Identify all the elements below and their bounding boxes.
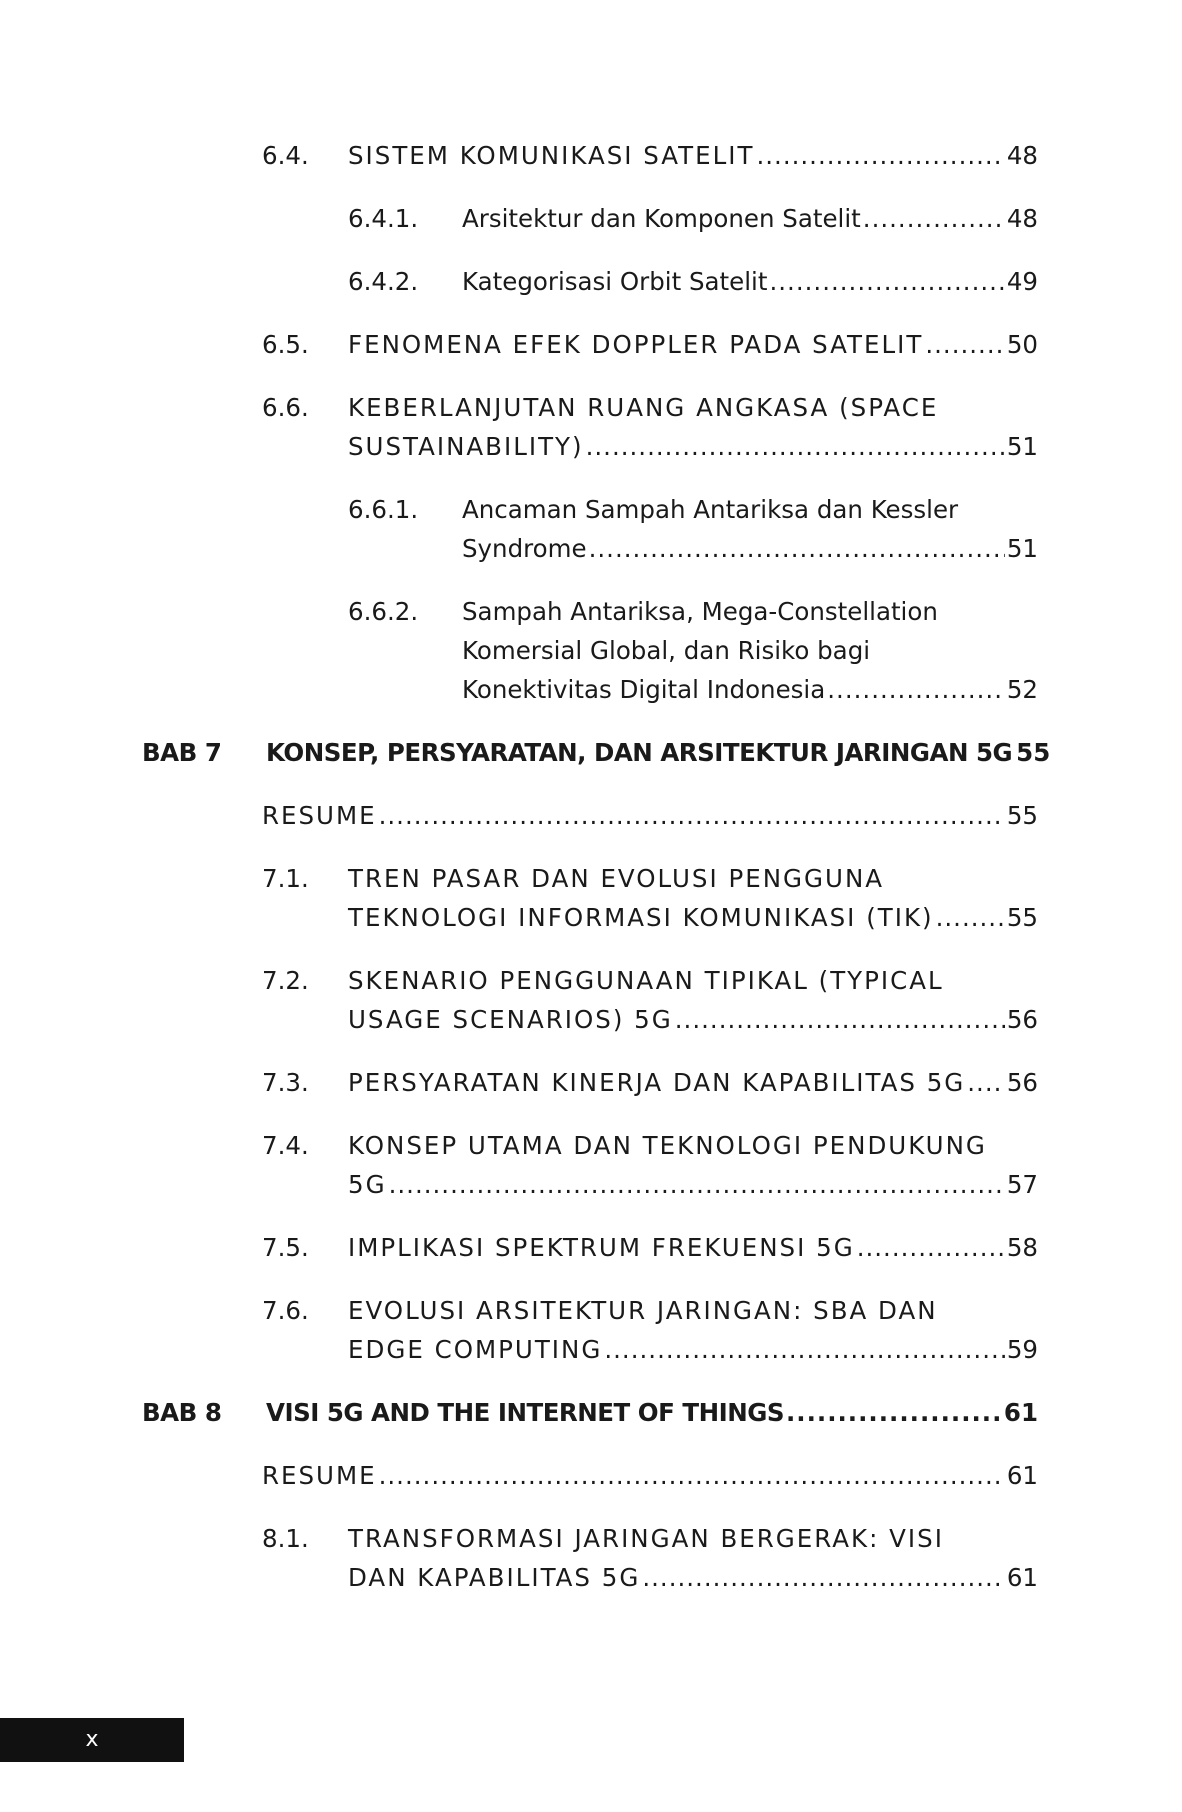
toc-entry[interactable] [0, 796, 1182, 835]
dot-leader [675, 1000, 1005, 1039]
toc-page-number: 52 [1006, 675, 1038, 704]
toc-entry-title-line: KONSEP, PERSYARATAN, DAN ARSITEKTUR JARINGAN 5G [266, 738, 1013, 767]
dot-leader [389, 1165, 1005, 1204]
toc-entry[interactable] [0, 961, 1182, 1039]
toc-entry-title-line: EVOLUSI ARSITEKTUR JARINGAN: SBA DAN [348, 1296, 938, 1325]
toc-entry-number: 7.1. [262, 864, 309, 893]
toc-page-number: 61 [1006, 1461, 1038, 1490]
toc-page-number: 56 [1006, 1068, 1038, 1097]
toc-entry-number: 6.6. [262, 393, 309, 422]
toc-entry-title-line: RESUME [262, 1461, 377, 1490]
toc-entry-number: 6.6.1. [348, 495, 419, 524]
toc-entry-title [266, 733, 1051, 772]
toc-entry[interactable] [0, 325, 1182, 364]
toc-chapter-entry[interactable] [0, 1393, 1182, 1432]
toc-entry-title-line: VISI 5G AND THE INTERNET OF THINGS [266, 1398, 784, 1427]
toc-entry-title-line: SKENARIO PENGGUNAAN TIPIKAL (TYPICAL [348, 966, 944, 995]
toc-page-number: 48 [1006, 141, 1038, 170]
dot-leader [379, 796, 1005, 835]
toc-entry-title-line: Ancaman Sampah Antariksa dan Kessler [462, 495, 959, 524]
toc-entry-title [266, 1393, 1038, 1432]
toc-entry-title [462, 199, 1038, 238]
toc-entry-title [348, 325, 1038, 364]
dot-leader [967, 1063, 1005, 1102]
toc-page-number: 57 [1006, 1170, 1038, 1199]
toc-entry-title-line: Arsitektur dan Komponen Satelit [462, 204, 861, 233]
toc-entry-title-line: USAGE SCENARIOS) 5G [348, 1005, 673, 1034]
toc-entry[interactable] [0, 1456, 1182, 1495]
toc-entry-title [462, 262, 1038, 301]
toc-entry-number: 6.4. [262, 141, 309, 170]
dot-leader [936, 898, 1005, 937]
dot-leader [786, 1393, 1002, 1432]
toc-entry-title-line: RESUME [262, 801, 377, 830]
dot-leader [925, 325, 1004, 364]
toc-entry[interactable] [0, 1519, 1182, 1597]
toc-entry[interactable] [0, 859, 1182, 937]
toc-entry-title-line: EDGE COMPUTING [348, 1335, 603, 1364]
dot-leader [756, 136, 1004, 175]
toc-entry-number: 8.1. [262, 1524, 309, 1553]
toc-entry-title-line: TEKNOLOGI INFORMASI KOMUNIKASI (TIK) [348, 903, 934, 932]
toc-page-number: 55 [1016, 738, 1051, 767]
toc-entry-number: BAB 7 [142, 738, 222, 767]
dot-leader [827, 670, 1005, 709]
toc-entry[interactable] [0, 199, 1182, 238]
dot-leader [857, 1228, 1005, 1267]
toc-entry-title-line: Kategorisasi Orbit Satelit [462, 267, 768, 296]
toc-entry-title [348, 859, 1038, 937]
toc-page-number: 55 [1006, 903, 1038, 932]
page-number: x [85, 1727, 99, 1752]
dot-leader [642, 1558, 1004, 1597]
toc-entry-number: 7.2. [262, 966, 309, 995]
toc-entry-title-line: KEBERLANJUTAN RUANG ANGKASA (SPACE [348, 393, 939, 422]
toc-page-number: 56 [1006, 1005, 1038, 1034]
toc-entry[interactable] [0, 388, 1182, 466]
toc-entry-title-line: Sampah Antariksa, Mega-Constellation [462, 597, 938, 626]
toc-entry-title-line: FENOMENA EFEK DOPPLER PADA SATELIT [348, 330, 924, 359]
toc-entry-title-line: TREN PASAR DAN EVOLUSI PENGGUNA [348, 864, 885, 893]
toc-entry-title [348, 1063, 1038, 1102]
toc-entry-title-line: IMPLIKASI SPEKTRUM FREKUENSI 5G [348, 1233, 855, 1262]
toc-entry-title-line: Syndrome [462, 534, 587, 563]
toc-entry-title [462, 490, 1038, 568]
toc-entry[interactable] [0, 1126, 1182, 1204]
page-number-footer [0, 1718, 184, 1762]
toc-entry-title-line: 5G [348, 1170, 387, 1199]
toc-entry-title [348, 1291, 1038, 1369]
toc-page-number: 48 [1006, 204, 1038, 233]
dot-leader [589, 529, 1005, 568]
toc-page-number: 61 [1003, 1398, 1038, 1427]
toc-entry-title-line: Konektivitas Digital Indonesia [462, 675, 826, 704]
toc-page-number: 50 [1006, 330, 1038, 359]
toc-entry[interactable] [0, 1291, 1182, 1369]
toc-entry[interactable] [0, 136, 1182, 175]
toc-entry-title [348, 1519, 1038, 1597]
toc-entry-number: 7.3. [262, 1068, 309, 1097]
toc-entry-title-line: SUSTAINABILITY) [348, 432, 584, 461]
toc-entry-title [462, 592, 1038, 709]
toc-entry-number: 7.5. [262, 1233, 309, 1262]
toc-chapter-entry[interactable] [0, 733, 1182, 772]
toc-page-number: 55 [1006, 801, 1038, 830]
toc-entry[interactable] [0, 1228, 1182, 1267]
toc-page-number: 61 [1006, 1563, 1038, 1592]
toc-entry-title-line: KONSEP UTAMA DAN TEKNOLOGI PENDUKUNG [348, 1131, 987, 1160]
toc-entry-title-line: PERSYARATAN KINERJA DAN KAPABILITAS 5G [348, 1068, 966, 1097]
toc-entry-title-line: Komersial Global, dan Risiko bagi [462, 636, 871, 665]
toc-entry-number: BAB 8 [142, 1398, 222, 1427]
toc-entry[interactable] [0, 1063, 1182, 1102]
toc-entry-number: 7.4. [262, 1131, 309, 1160]
toc-entry-title [348, 388, 1038, 466]
dot-leader [379, 1456, 1005, 1495]
toc-entry-number: 6.4.2. [348, 267, 419, 296]
toc-entry[interactable] [0, 592, 1182, 709]
toc-entry-title [348, 1228, 1038, 1267]
toc-entry-number: 7.6. [262, 1296, 309, 1325]
toc-entry-title [348, 136, 1038, 175]
toc-page-number: 49 [1006, 267, 1038, 296]
toc-entry-number: 6.5. [262, 330, 309, 359]
toc-entry-title-line: SISTEM KOMUNIKASI SATELIT [348, 141, 755, 170]
toc-page-number: 58 [1006, 1233, 1038, 1262]
toc-entry-number: 6.4.1. [348, 204, 419, 233]
toc-entry[interactable] [0, 262, 1182, 301]
toc-entry-title [262, 1456, 1038, 1495]
toc-entry-title-line: DAN KAPABILITAS 5G [348, 1563, 641, 1592]
dot-leader [863, 199, 1005, 238]
toc-entry[interactable] [0, 490, 1182, 568]
toc-page-number: 51 [1006, 534, 1038, 563]
toc-entry-title [348, 1126, 1038, 1204]
toc-entry-number: 6.6.2. [348, 597, 419, 626]
dot-leader [586, 427, 1005, 466]
toc-entry-title-line: TRANSFORMASI JARINGAN BERGERAK: VISI [348, 1524, 944, 1553]
dot-leader [604, 1330, 1004, 1369]
toc-entry-title [348, 961, 1038, 1039]
toc-page-number: 59 [1006, 1335, 1038, 1364]
toc-entry-title [262, 796, 1038, 835]
toc-page-number: 51 [1006, 432, 1038, 461]
dot-leader [769, 262, 1004, 301]
